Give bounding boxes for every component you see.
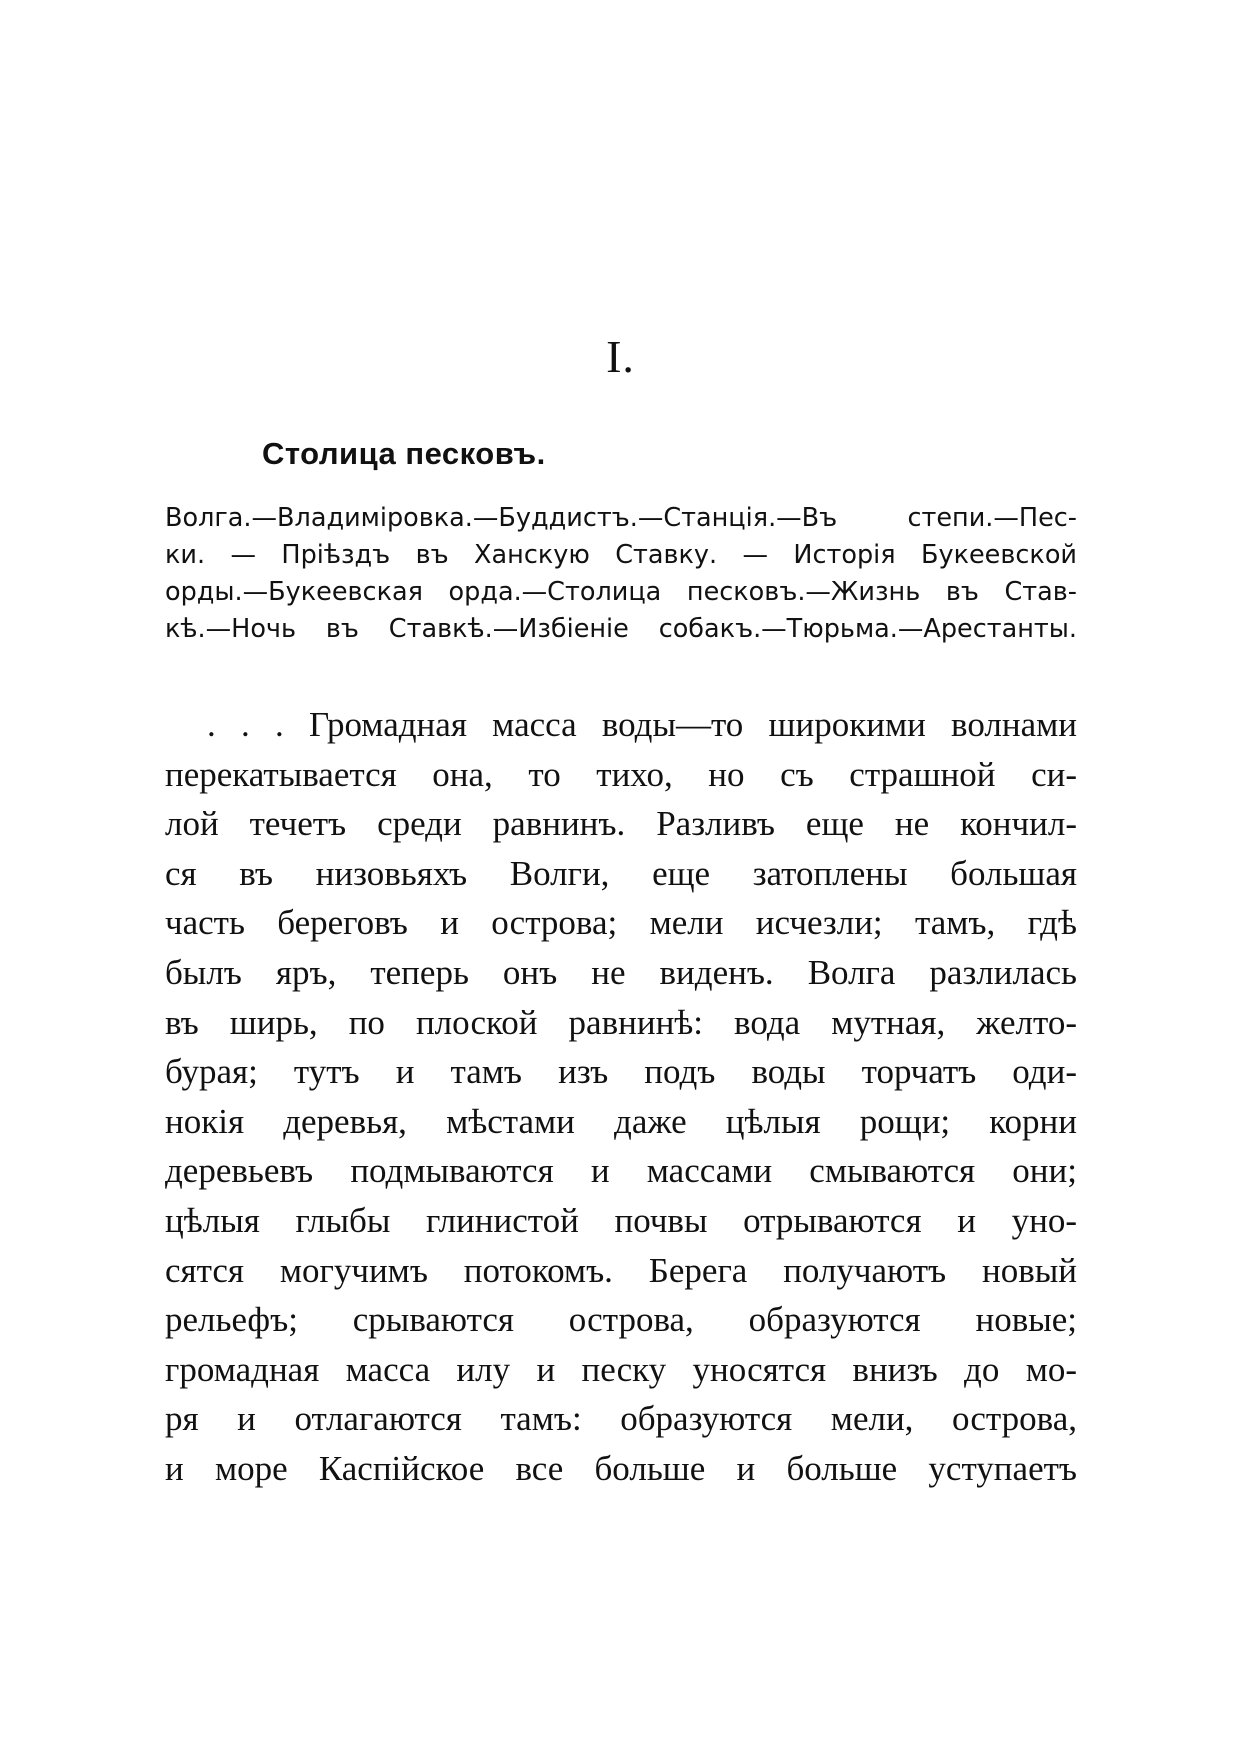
body-line: былъ яръ, теперь онъ не виденъ. Волга разлилась xyxy=(165,952,1077,992)
body-line: ся въ низовьяхъ Волги, еще затоплены большая xyxy=(165,853,1077,893)
body-line: лой течетъ среди равнинъ. Разливъ еще не кончил- xyxy=(165,804,1077,844)
body-line: рельефъ; срываются острова, образуются новые; xyxy=(165,1300,1077,1340)
summary-line: кѣ.—Ночь въ Ставкѣ.—Избiенiе собакъ.—Тюрьма.—Арестанты. xyxy=(165,614,1077,644)
body-line: громадная масса илу и песку уносятся внизъ до мо- xyxy=(165,1349,1077,1389)
body-line: деревьевъ подмываются и массами смываются они; xyxy=(165,1151,1077,1191)
body-line: и море Каспiйское все больше и больше уступаетъ xyxy=(165,1448,1077,1488)
summary-line: Волга.—Владимiровка.—Буддистъ.—Станцiя.—Въ степи.—Пес- xyxy=(165,503,1077,533)
body-line: ря и отлагаются тамъ: образуются мели, острова, xyxy=(165,1399,1077,1439)
body-paragraph xyxy=(165,700,1077,1494)
body-line: . . . Громадная масса воды—то широкими волнами xyxy=(207,705,1077,744)
body-line: сятся могучимъ потокомъ. Берега получаютъ новый xyxy=(165,1250,1077,1290)
chapter-summary xyxy=(165,500,1077,648)
body-line: нокiя деревья, мѣстами даже цѣлыя рощи; корни xyxy=(165,1101,1077,1141)
body-line: цѣлыя глыбы глинистой почвы отрываются и уно- xyxy=(165,1200,1077,1240)
body-line: въ ширь, по плоской равнинѣ: вода мутная, желто- xyxy=(165,1002,1077,1042)
chapter-number: I. xyxy=(606,331,635,382)
body-line: часть береговъ и острова; мели исчезли; тамъ, гдѣ xyxy=(165,903,1077,943)
body-line: бурая; тутъ и тамъ изъ подъ воды торчатъ оди- xyxy=(165,1052,1077,1092)
body-line: перекатывается она, то тихо, но съ страшной си- xyxy=(165,754,1077,794)
summary-line: ки. — Прiѣздъ въ Ханскую Ставку. — Исторiя Букеевской xyxy=(165,540,1077,570)
chapter-title: Столица песковъ. xyxy=(262,436,546,471)
summary-line: орды.—Букеевская орда.—Столица песковъ.—Жизнь въ Став- xyxy=(165,577,1077,607)
